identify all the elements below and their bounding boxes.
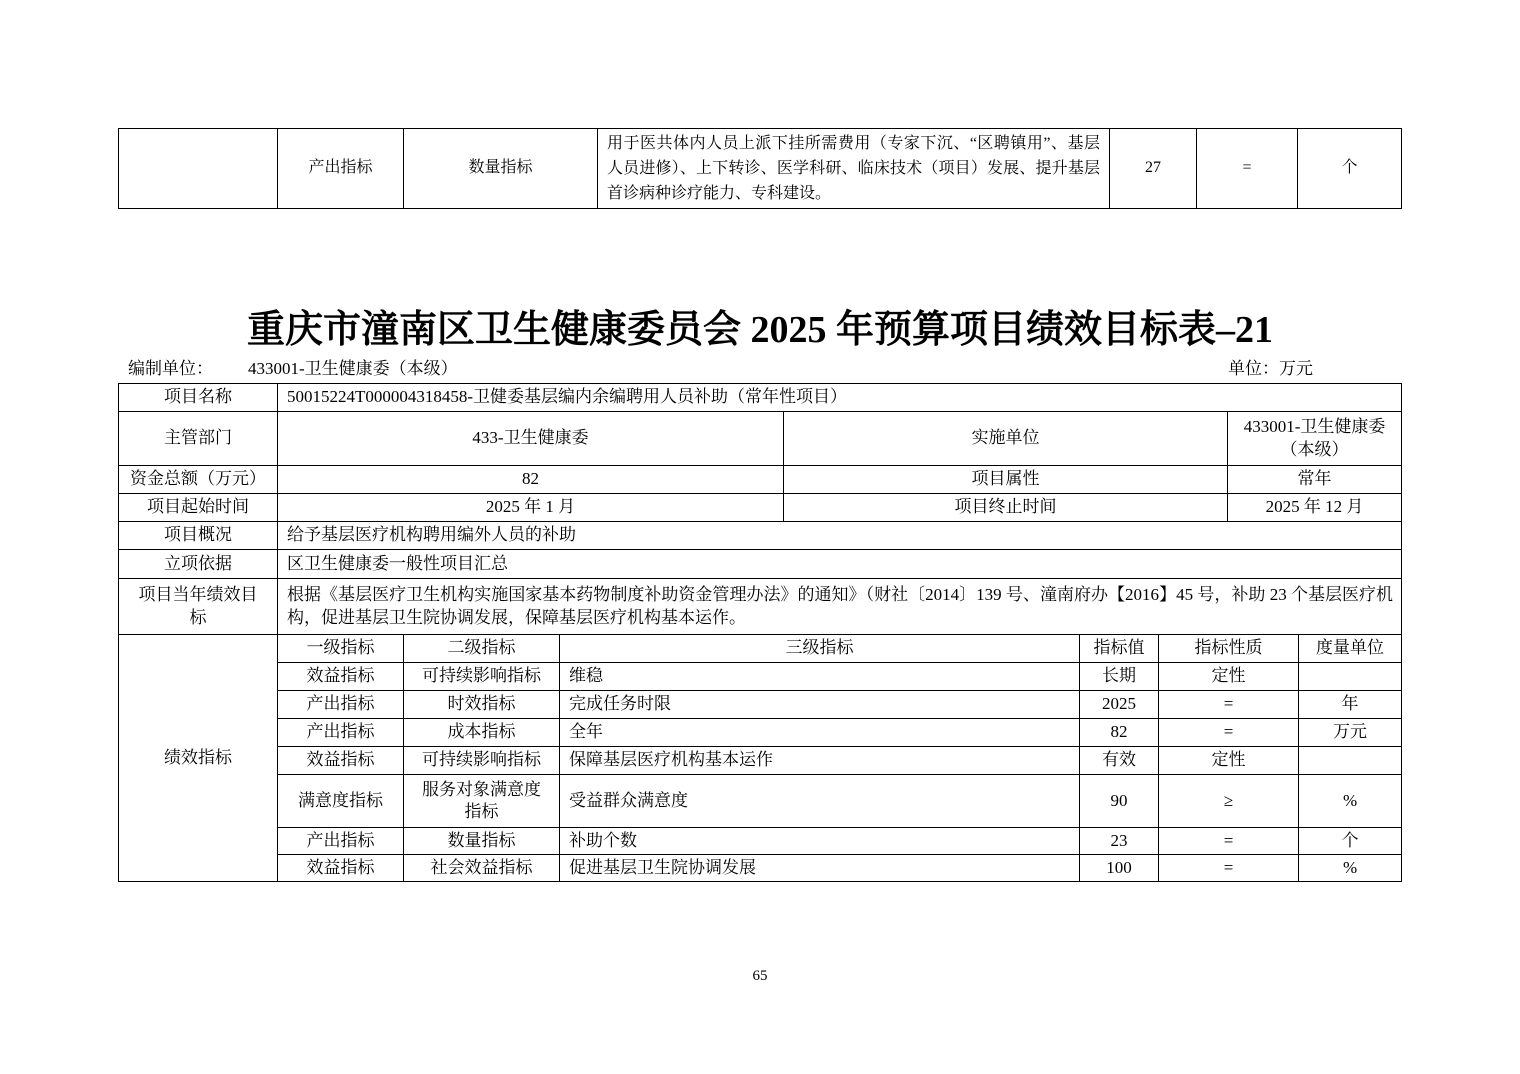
- page-title: 重庆市潼南区卫生健康委员会 2025 年预算项目绩效目标表–21: [246, 309, 1273, 351]
- level3-cell: 全年: [560, 719, 1080, 747]
- header-level3: 三级指标: [560, 635, 1080, 663]
- level3-cell: 完成任务时限: [560, 691, 1080, 719]
- level2-cell: 社会效益指标: [404, 855, 560, 882]
- level2-cell: 可持续影响指标: [404, 747, 560, 775]
- project-name-row: [119, 384, 1402, 412]
- start-label: 项目起始时间: [119, 494, 278, 522]
- end-value: 2025 年 12 月: [1228, 494, 1402, 522]
- level1-cell: 产出指标: [278, 719, 404, 747]
- header-level2: 二级指标: [404, 635, 560, 663]
- org-value: 433001-卫生健康委（本级）: [248, 359, 458, 378]
- dept-value: 433-卫生健康委: [278, 412, 784, 466]
- header-level1: 一级指标: [278, 635, 404, 663]
- dept-label: 主管部门: [119, 412, 278, 466]
- goal-row: [119, 579, 1402, 635]
- overview-label: 项目概况: [119, 522, 278, 550]
- level2-cell: 数量指标: [404, 129, 598, 209]
- level2-cell: 可持续影响指标: [404, 663, 560, 691]
- unit-cell: %: [1299, 855, 1402, 882]
- nature-cell: =: [1159, 719, 1299, 747]
- table-row: [119, 855, 1402, 882]
- header-unit: 度量单位: [1299, 635, 1402, 663]
- level3-cell: 受益群众满意度: [560, 775, 1080, 828]
- nature-cell: =: [1159, 855, 1299, 882]
- nature-cell: 定性: [1159, 663, 1299, 691]
- unit-label: 单位：万元: [1228, 359, 1313, 378]
- goal-value: 根据《基层医疗卫生机构实施国家基本药物制度补助资金管理办法》的通知》（财社〔2014〕139 号、潼南府办【2016】45 号，补助 23 个基层医疗机构，促进基层卫生院协调发展，保障基层医疗机构基本运作。: [278, 579, 1402, 635]
- impl-value: 433001-卫生健康委（本级）: [1228, 412, 1402, 466]
- level3-cell: 保障基层医疗机构基本运作: [560, 747, 1080, 775]
- unit-cell: 万元: [1299, 719, 1402, 747]
- value-cell: 有效: [1080, 747, 1159, 775]
- funds-label: 资金总额（万元）: [119, 466, 278, 494]
- performance-target-table: [118, 383, 1402, 882]
- level1-cell: 产出指标: [278, 691, 404, 719]
- overview-row: [119, 522, 1402, 550]
- unit-cell: 个: [1298, 129, 1402, 209]
- level1-cell: 效益指标: [278, 855, 404, 882]
- nature-cell: =: [1159, 691, 1299, 719]
- goal-label: 项目当年绩效目标: [119, 579, 278, 635]
- table-row: [119, 691, 1402, 719]
- unit-cell: 年: [1299, 691, 1402, 719]
- operator-cell: =: [1197, 129, 1298, 209]
- table-row: [119, 719, 1402, 747]
- header-nature: 指标性质: [1159, 635, 1299, 663]
- table-row: [119, 828, 1402, 855]
- level3-cell: 补助个数: [560, 828, 1080, 855]
- unit-cell: [1299, 747, 1402, 775]
- end-label: 项目终止时间: [784, 494, 1228, 522]
- value-cell: 27: [1110, 129, 1197, 209]
- funds-row: [119, 466, 1402, 494]
- unit-cell: 个: [1299, 828, 1402, 855]
- overview-value: 给予基层医疗机构聘用编外人员的补助: [278, 522, 1402, 550]
- level1-cell: 满意度指标: [278, 775, 404, 828]
- nature-cell: ≥: [1159, 775, 1299, 828]
- level2-cell: 成本指标: [404, 719, 560, 747]
- indicator-header-row: [119, 635, 1402, 663]
- level2-cell: 时效指标: [404, 691, 560, 719]
- empty-cell: [119, 129, 278, 209]
- unit-cell: [1299, 663, 1402, 691]
- value-cell: 长期: [1080, 663, 1159, 691]
- level2-cell: 数量指标: [404, 828, 560, 855]
- org-label: 编制单位：: [128, 359, 213, 378]
- page-number: 65: [752, 968, 768, 984]
- level3-cell: 维稳: [560, 663, 1080, 691]
- level1-cell: 产出指标: [278, 129, 404, 209]
- value-cell: 2025: [1080, 691, 1159, 719]
- value-cell: 90: [1080, 775, 1159, 828]
- value-cell: 23: [1080, 828, 1159, 855]
- project-name-value: 50015224T000004318458-卫健委基层编内余编聘用人员补助（常年性项目）: [278, 384, 1402, 412]
- table-row: [119, 663, 1402, 691]
- basis-value: 区卫生健康委一般性项目汇总: [278, 550, 1402, 579]
- level3-description-cell: 用于医共体内人员上派下挂所需费用（专家下沉、“区聘镇用”、基层人员进修）、上下转诊、医学科研、临床技术（项目）发展、提升基层首诊病种诊疗能力、专科建设。: [598, 129, 1110, 209]
- funds-value: 82: [278, 466, 784, 494]
- attr-value: 常年: [1228, 466, 1402, 494]
- value-cell: 82: [1080, 719, 1159, 747]
- impl-label: 实施单位: [784, 412, 1228, 466]
- table-row: [119, 747, 1402, 775]
- table-row: [119, 775, 1402, 828]
- level1-cell: 产出指标: [278, 828, 404, 855]
- start-value: 2025 年 1 月: [278, 494, 784, 522]
- continued-indicator-table: [118, 128, 1402, 209]
- project-name-label: 项目名称: [119, 384, 278, 412]
- period-row: [119, 494, 1402, 522]
- attr-label: 项目属性: [784, 466, 1228, 494]
- nature-cell: 定性: [1159, 747, 1299, 775]
- basis-row: [119, 550, 1402, 579]
- basis-label: 立项依据: [119, 550, 278, 579]
- indicators-label: 绩效指标: [119, 635, 278, 882]
- table-row: [119, 129, 1402, 209]
- level1-cell: 效益指标: [278, 747, 404, 775]
- unit-cell: %: [1299, 775, 1402, 828]
- level3-cell: 促进基层卫生院协调发展: [560, 855, 1080, 882]
- value-cell: 100: [1080, 855, 1159, 882]
- level1-cell: 效益指标: [278, 663, 404, 691]
- department-row: [119, 412, 1402, 466]
- header-value: 指标值: [1080, 635, 1159, 663]
- level2-cell: 服务对象满意度指标: [404, 775, 560, 828]
- nature-cell: =: [1159, 828, 1299, 855]
